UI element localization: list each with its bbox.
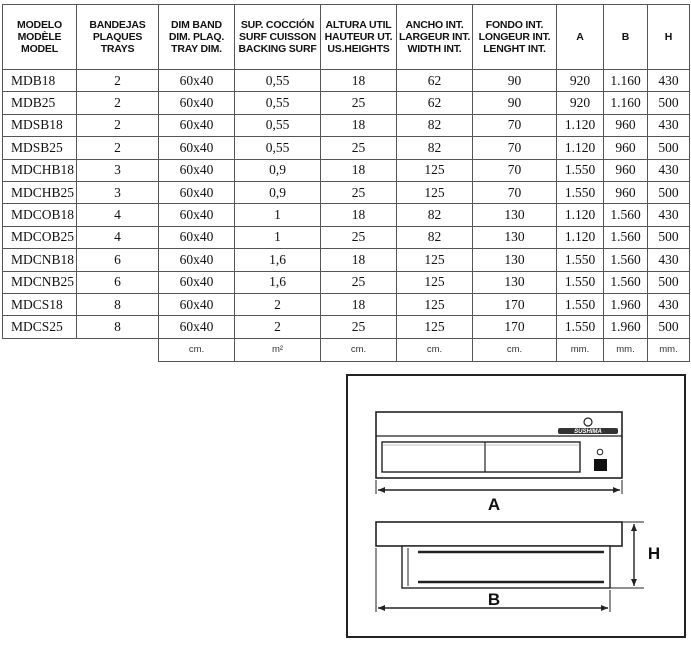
column-header-line: FONDO INT. — [485, 19, 544, 31]
cell-trays: 8 — [77, 293, 159, 315]
spec-table — [2, 4, 690, 362]
cell-surface: 0,55 — [235, 92, 321, 114]
cell-b: 1.560 — [604, 226, 648, 248]
cell-b: 960 — [604, 181, 648, 203]
cell-height: 18 — [321, 114, 397, 136]
cell-tray_dim: 60x40 — [159, 226, 235, 248]
column-header-line: A — [576, 31, 584, 43]
column-header-line: MODEL — [21, 43, 58, 55]
column-header-line: SURF CUISSON — [239, 31, 316, 43]
cell-depth: 170 — [473, 316, 557, 338]
cell-a: 1.550 — [557, 181, 604, 203]
cell-h: 430 — [648, 159, 690, 181]
cell-b: 1.560 — [604, 204, 648, 226]
cell-surface: 0,55 — [235, 114, 321, 136]
units-row — [3, 338, 690, 361]
cell-model: MDCOB25 — [3, 226, 77, 248]
cell-b: 1.960 — [604, 293, 648, 315]
cell-trays: 6 — [77, 271, 159, 293]
column-header-height — [321, 5, 397, 70]
column-header-model — [3, 5, 77, 70]
cell-height: 18 — [321, 159, 397, 181]
cell-width: 82 — [397, 226, 473, 248]
unit-cell: cm. — [321, 338, 397, 361]
cell-tray_dim: 60x40 — [159, 92, 235, 114]
cell-tray_dim: 60x40 — [159, 316, 235, 338]
cell-model: MDCS18 — [3, 293, 77, 315]
cell-trays: 2 — [77, 137, 159, 159]
cell-tray_dim: 60x40 — [159, 137, 235, 159]
cell-depth: 130 — [473, 226, 557, 248]
cell-b: 960 — [604, 137, 648, 159]
cell-trays: 8 — [77, 316, 159, 338]
cell-height: 25 — [321, 181, 397, 203]
column-header-line: US.HEIGHTS — [327, 43, 390, 55]
cell-surface: 1,6 — [235, 271, 321, 293]
cell-b: 960 — [604, 159, 648, 181]
header-row — [3, 5, 690, 70]
cell-width: 82 — [397, 114, 473, 136]
unit-cell — [77, 338, 159, 361]
table-row — [3, 159, 690, 181]
cell-width: 82 — [397, 137, 473, 159]
cell-h: 500 — [648, 137, 690, 159]
cell-width: 62 — [397, 92, 473, 114]
cell-tray_dim: 60x40 — [159, 181, 235, 203]
table-row — [3, 316, 690, 338]
cell-tray_dim: 60x40 — [159, 159, 235, 181]
cell-tray_dim: 60x40 — [159, 271, 235, 293]
cell-b: 1.560 — [604, 249, 648, 271]
column-header-width — [397, 5, 473, 70]
cell-height: 18 — [321, 204, 397, 226]
cell-b: 1.560 — [604, 271, 648, 293]
column-header-line: ANCHO INT. — [405, 19, 464, 31]
cell-surface: 1,6 — [235, 249, 321, 271]
cell-b: 960 — [604, 114, 648, 136]
table-row — [3, 181, 690, 203]
cell-trays: 4 — [77, 226, 159, 248]
table-header — [3, 5, 690, 70]
cell-a: 1.550 — [557, 316, 604, 338]
table-row — [3, 70, 690, 92]
cell-trays: 3 — [77, 159, 159, 181]
cell-h: 430 — [648, 293, 690, 315]
column-header-line: BANDEJAS — [89, 19, 146, 31]
column-header-line: MODÈLE — [17, 31, 62, 43]
column-header-line: PLAQUES — [92, 31, 143, 43]
cell-a: 1.120 — [557, 226, 604, 248]
column-header-line: B — [621, 31, 630, 43]
cell-a: 920 — [557, 70, 604, 92]
column-header-line: H — [664, 31, 673, 43]
column-header-h — [648, 5, 690, 70]
cell-trays: 3 — [77, 181, 159, 203]
cell-width: 125 — [397, 181, 473, 203]
column-header-line: LENGHT INT. — [483, 43, 546, 55]
cell-b: 1.160 — [604, 92, 648, 114]
table-row — [3, 114, 690, 136]
brand-logo: SUSHIMA — [574, 429, 602, 435]
cell-h: 430 — [648, 70, 690, 92]
cell-h: 500 — [648, 226, 690, 248]
cell-model: MDCHB25 — [3, 181, 77, 203]
cell-height: 18 — [321, 249, 397, 271]
cell-surface: 0,9 — [235, 181, 321, 203]
cell-surface: 2 — [235, 293, 321, 315]
cell-model: MDCNB18 — [3, 249, 77, 271]
label-b: B — [487, 590, 501, 609]
cell-tray_dim: 60x40 — [159, 70, 235, 92]
cell-a: 1.550 — [557, 249, 604, 271]
cell-depth: 90 — [473, 70, 557, 92]
unit-cell: m² — [235, 338, 321, 361]
cell-surface: 0,55 — [235, 137, 321, 159]
cell-h: 430 — [648, 204, 690, 226]
cell-depth: 130 — [473, 204, 557, 226]
cell-a: 1.550 — [557, 293, 604, 315]
cell-model: MDCNB25 — [3, 271, 77, 293]
column-header-tray_dim — [159, 5, 235, 70]
cell-surface: 0,9 — [235, 159, 321, 181]
cell-trays: 6 — [77, 249, 159, 271]
cell-surface: 1 — [235, 204, 321, 226]
cell-h: 430 — [648, 249, 690, 271]
cell-h: 500 — [648, 316, 690, 338]
column-header-line: MODELO — [17, 19, 62, 31]
cell-a: 920 — [557, 92, 604, 114]
cell-width: 125 — [397, 293, 473, 315]
column-header-a — [557, 5, 604, 70]
cell-height: 18 — [321, 293, 397, 315]
oven-front-view — [376, 412, 622, 478]
column-header-line: LARGEUR INT. — [398, 31, 471, 43]
cell-a: 1.120 — [557, 204, 604, 226]
table-body — [3, 70, 690, 339]
table-row — [3, 92, 690, 114]
cell-tray_dim: 60x40 — [159, 249, 235, 271]
cell-a: 1.550 — [557, 271, 604, 293]
cell-model: MDCHB18 — [3, 159, 77, 181]
cell-trays: 2 — [77, 92, 159, 114]
cell-model: MDCS25 — [3, 316, 77, 338]
cell-width: 125 — [397, 249, 473, 271]
label-a: A — [487, 495, 501, 514]
column-header-line: TRAYS — [100, 43, 135, 55]
cell-depth: 130 — [473, 271, 557, 293]
cell-model: MDB25 — [3, 92, 77, 114]
table-units — [3, 338, 690, 361]
oven-side-view — [376, 522, 622, 588]
oven-diagram-svg — [348, 376, 688, 640]
cell-width: 125 — [397, 271, 473, 293]
unit-cell: cm. — [473, 338, 557, 361]
oven-dimension-drawing — [346, 374, 686, 638]
table-row — [3, 137, 690, 159]
cell-h: 500 — [648, 271, 690, 293]
cell-depth: 70 — [473, 181, 557, 203]
cell-width: 82 — [397, 204, 473, 226]
cell-tray_dim: 60x40 — [159, 114, 235, 136]
table-row — [3, 271, 690, 293]
column-header-line: BACKING SURF — [238, 43, 317, 55]
dimension-a — [376, 480, 622, 494]
unit-cell — [3, 338, 77, 361]
cell-h: 500 — [648, 181, 690, 203]
cell-model: MDCOB18 — [3, 204, 77, 226]
cell-surface: 2 — [235, 316, 321, 338]
column-header-depth — [473, 5, 557, 70]
unit-cell: mm. — [604, 338, 648, 361]
cell-height: 25 — [321, 137, 397, 159]
cell-depth: 70 — [473, 159, 557, 181]
cell-width: 125 — [397, 159, 473, 181]
cell-trays: 4 — [77, 204, 159, 226]
cell-a: 1.120 — [557, 137, 604, 159]
column-header-line: SUP. COCCIÓN — [240, 19, 315, 31]
unit-cell: mm. — [648, 338, 690, 361]
cell-surface: 0,55 — [235, 70, 321, 92]
cell-depth: 170 — [473, 293, 557, 315]
column-header-line: ALTURA UTIL — [325, 19, 392, 31]
cell-b: 1.960 — [604, 316, 648, 338]
cell-tray_dim: 60x40 — [159, 293, 235, 315]
table-row — [3, 249, 690, 271]
cell-h: 500 — [648, 92, 690, 114]
column-header-line: DIM. PLAQ. — [168, 31, 225, 43]
cell-height: 25 — [321, 271, 397, 293]
column-header-b — [604, 5, 648, 70]
unit-cell: cm. — [159, 338, 235, 361]
unit-cell: cm. — [397, 338, 473, 361]
cell-depth: 70 — [473, 137, 557, 159]
column-header-line: WIDTH INT. — [407, 43, 462, 55]
column-header-line: TRAY DIM. — [171, 43, 222, 55]
cell-tray_dim: 60x40 — [159, 204, 235, 226]
cell-trays: 2 — [77, 70, 159, 92]
cell-model: MDSB18 — [3, 114, 77, 136]
column-header-trays — [77, 5, 159, 70]
cell-trays: 2 — [77, 114, 159, 136]
cell-depth: 130 — [473, 249, 557, 271]
cell-depth: 70 — [473, 114, 557, 136]
cell-a: 1.550 — [557, 159, 604, 181]
table-row — [3, 226, 690, 248]
label-h: H — [647, 544, 661, 563]
table-row — [3, 293, 690, 315]
cell-height: 25 — [321, 92, 397, 114]
cell-b: 1.160 — [604, 70, 648, 92]
cell-model: MDSB25 — [3, 137, 77, 159]
cell-width: 125 — [397, 316, 473, 338]
unit-cell: mm. — [557, 338, 604, 361]
column-header-line: DIM BAND — [171, 19, 222, 31]
cell-height: 25 — [321, 316, 397, 338]
table-row — [3, 204, 690, 226]
cell-surface: 1 — [235, 226, 321, 248]
column-header-line: HAUTEUR UT. — [324, 31, 393, 43]
cell-height: 25 — [321, 226, 397, 248]
cell-model: MDB18 — [3, 70, 77, 92]
cell-a: 1.120 — [557, 114, 604, 136]
cell-depth: 90 — [473, 92, 557, 114]
cell-height: 18 — [321, 70, 397, 92]
cell-width: 62 — [397, 70, 473, 92]
cell-h: 430 — [648, 114, 690, 136]
column-header-surface — [235, 5, 321, 70]
column-header-line: LONGEUR INT. — [478, 31, 551, 43]
